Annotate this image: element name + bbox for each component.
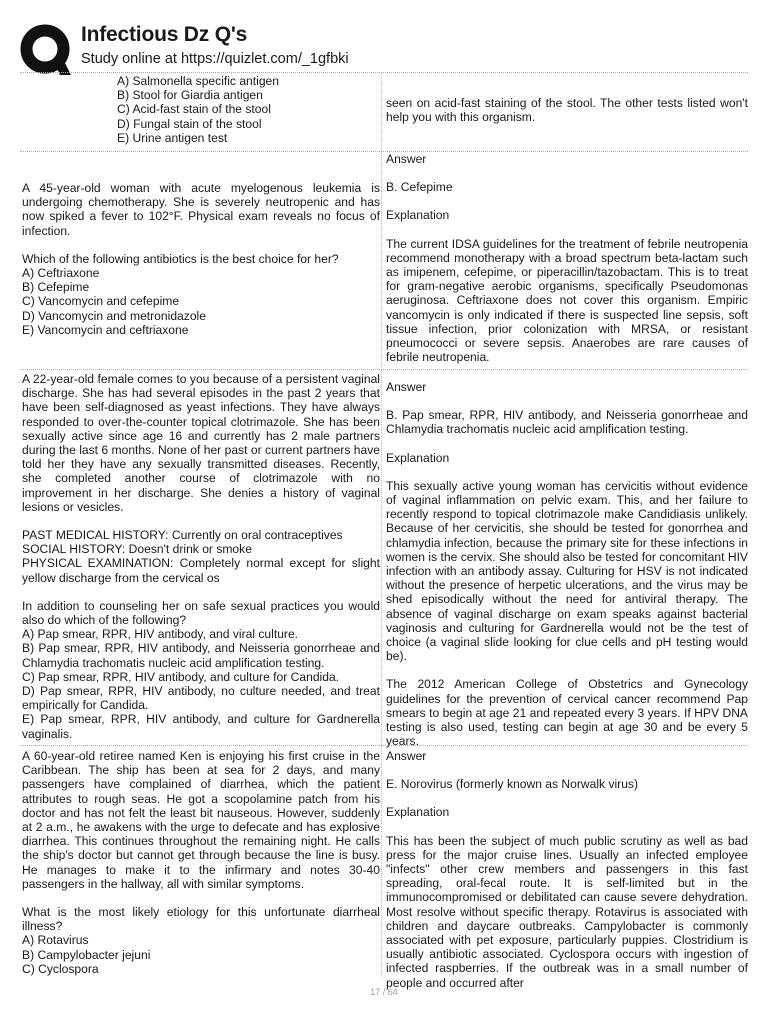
divider <box>20 72 748 73</box>
question-stem: A 22-year-old female comes to you because of a persistent vaginal discharge. She has had several episodes in the past 2 years that have been self-diagnosed as yeast infections. They have always responded to over-the-counter topical clotrimazole. She has been sexually active since age 16 and currently has 2 male partners during the last 6 months. None of her past or current partners have told her they have any sexually transmitted diseases. Recently, she completed another course of clotrimazole with no improvement in her discharge. She denies a history of vaginal lesions or vesicles. <box>22 372 380 514</box>
option: D) Pap smear, RPR, HIV antibody, no culture needed, and treat empirically for Candida. <box>22 684 380 713</box>
option: E) Vancomycin and ceftriaxone <box>22 322 189 337</box>
answer-text: B. Pap smear, RPR, HIV antibody, and Neisseria gonorrheae and Chlamydia trachomatis nucleic acid amplification testing. <box>386 408 748 437</box>
explanation-label: Explanation <box>386 208 450 223</box>
option: A) Ceftriaxone <box>22 266 100 281</box>
answer-options <box>117 74 377 145</box>
explanation-text: The 2012 American College of Obstetrics and Gynecology guidelines for the prevention of cervical cancer recommend Pap smears to begin at age 21 and repeated every 3 years. If HPV DNA testing is also used, testing can begin at age 30 and be every 5 years. <box>386 677 748 749</box>
option: C) Pap smear, RPR, HIV antibody, and culture for Candida. <box>22 669 340 684</box>
divider <box>20 745 748 746</box>
column-divider <box>381 152 382 368</box>
option: B) Cefepime <box>22 280 90 295</box>
history-line: PHYSICAL EXAMINATION: Completely normal except for slight yellow discharge from the cervical os <box>22 556 380 585</box>
question-card <box>22 749 380 976</box>
option: A) Salmonella specific antigen <box>117 74 280 88</box>
question-prompt: What is the most likely etiology for this unfortunate diarrheal illness? <box>22 905 380 934</box>
document-title: Infectious Dz Q's <box>81 23 248 46</box>
option: D) Fungal stain of the stool <box>117 116 262 131</box>
divider <box>20 369 748 370</box>
question-card <box>22 181 380 337</box>
answer-label: Answer <box>386 380 427 394</box>
column-divider <box>381 746 382 978</box>
option: C) Vancomycin and cefepime <box>22 294 180 309</box>
page-number: 17 / 64 <box>370 987 398 997</box>
option: C) Acid-fast stain of the stool <box>117 102 271 117</box>
option: B) Campylobacter jejuni <box>22 947 151 962</box>
explanation-text: The current IDSA guidelines for the treatment of febrile neutropenia recommend monotherapy with a broad spectrum beta-lactam such as imipenem, cefepime, or piperacillin/tazobactam. This is to treat for gram-negative aerobic organisms, specifically Pseudomonas aeruginosa. Ceftriaxone does not cover this organism. Empiric vancomycin is only indicated if there is suspected line sepsis, soft tissue infection, prior colonization with MRSA, or resistant pneumococci or severe sepsis. Anaerobes are rare causes of febrile neutropenia. <box>386 236 748 365</box>
option: D) Vancomycin and metronidazole <box>22 308 206 323</box>
answer-text: B. Cefepime <box>386 180 453 195</box>
quizlet-logo-icon <box>20 24 72 76</box>
answer-card <box>386 380 748 748</box>
option: E) Pap smear, RPR, HIV antibody, and culture for Gardnerella vaginalis. <box>22 712 380 741</box>
option: A) Rotavirus <box>22 933 89 948</box>
explanation-text: This has been the subject of much public scrutiny as well as bad press for the major cruise lines. Usually an infected employee "infects" other crew members and passengers in this fast spreading, oral-fecal route. It is self-limited but in the immunocompromised or debilitated can cause severe dehydration. Most resolve without specific therapy. Rotavirus is associated with children and daycare outbreaks. Campylobacter is commonly associated with pet exposure, particularly puppies. Clostridium is usually antibiotic associated. Cyclospora occurs with ingestion of infected raspberries. If the outbreak was in a small number of people and occurred after <box>386 833 748 990</box>
study-link[interactable]: Study online at https://quizlet.com/_1gfbki <box>81 51 349 67</box>
history-line: SOCIAL HISTORY: Doesn't drink or smoke <box>22 542 252 557</box>
explanation-label: Explanation <box>386 450 450 465</box>
explanation-text: seen on acid-fast staining of the stool. The other tests listed won't help you with this organism. <box>386 96 748 125</box>
option: B) Pap smear, RPR, HIV antibody, and Neisseria gonorrheae and Chlamydia trachomatis nucleic acid amplification testing. <box>22 641 380 670</box>
explanation-text: This sexually active young woman has cervicitis without evidence of vaginal inflammation on pelvic exam. This, and her failure to recently respond to topical clotrimazole make Candidiasis unlikely. Because of her cervicitis, she should be tested for gonorrhea and chlamydia infection, because the primary site for these infections in women is the cervix. She should also be tested for concomitant HIV infection with an antibody assay. Culturing for HSV is not indicated without the presence of herpetic ulcerations, and the virus may be shed episodically without the need for antiviral therapy. The absence of vaginal discharge on exam speaks against bacterial vaginosis and culturing for Gardnerella would not be the test of choice (a vaginal slide looking for clue cells and pH testing would be). <box>386 478 748 664</box>
answer-label: Answer <box>386 749 427 763</box>
answer-label: Answer <box>386 152 427 166</box>
column-divider <box>381 73 382 151</box>
history-line: PAST MEDICAL HISTORY: Currently on oral contraceptives <box>22 528 343 543</box>
page-header <box>20 20 760 78</box>
option: E) Urine antigen test <box>117 130 228 145</box>
option: A) Pap smear, RPR, HIV antibody, and viral culture. <box>22 627 299 642</box>
question-stem: A 60-year-old retiree named Ken is enjoying his first cruise in the Caribbean. The ship has been at sea for 2 days, and many passengers have complained of diarrhea, which the patient attributes to rough seas. He got a scopolamine patch from his doctor and has not felt the least bit nauseous. However, suddenly at 2 a.m., he awakens with the urge to defecate and has explosive diarrhea. This continues throughout the remaining night. He calls the ship's doctor but cannot get through because the line is busy. He manages to make it to the infirmary and notes 30-40 passengers in the hallway, all with similar symptoms. <box>22 749 380 891</box>
option: B) Stool for Giardia antigen <box>117 88 263 103</box>
answer-text: E. Norovirus (formerly known as Norwalk virus) <box>386 777 639 792</box>
explanation-label: Explanation <box>386 805 450 820</box>
answer-card <box>386 152 748 364</box>
question-stem: A 45-year-old woman with acute myelogenous leukemia is undergoing chemotherapy. She is severely neutropenic and has now spiked a fever to 102°F. Physical exam reveals no focus of infection. <box>22 181 380 238</box>
question-prompt: Which of the following antibiotics is the best choice for her? <box>22 251 339 266</box>
question-card <box>22 372 380 741</box>
column-divider <box>381 370 382 745</box>
option: C) Cyclospora <box>22 961 99 976</box>
question-prompt: In addition to counseling her on safe sexual practices you would also do which of the following? <box>22 598 380 628</box>
answer-card <box>386 749 748 990</box>
